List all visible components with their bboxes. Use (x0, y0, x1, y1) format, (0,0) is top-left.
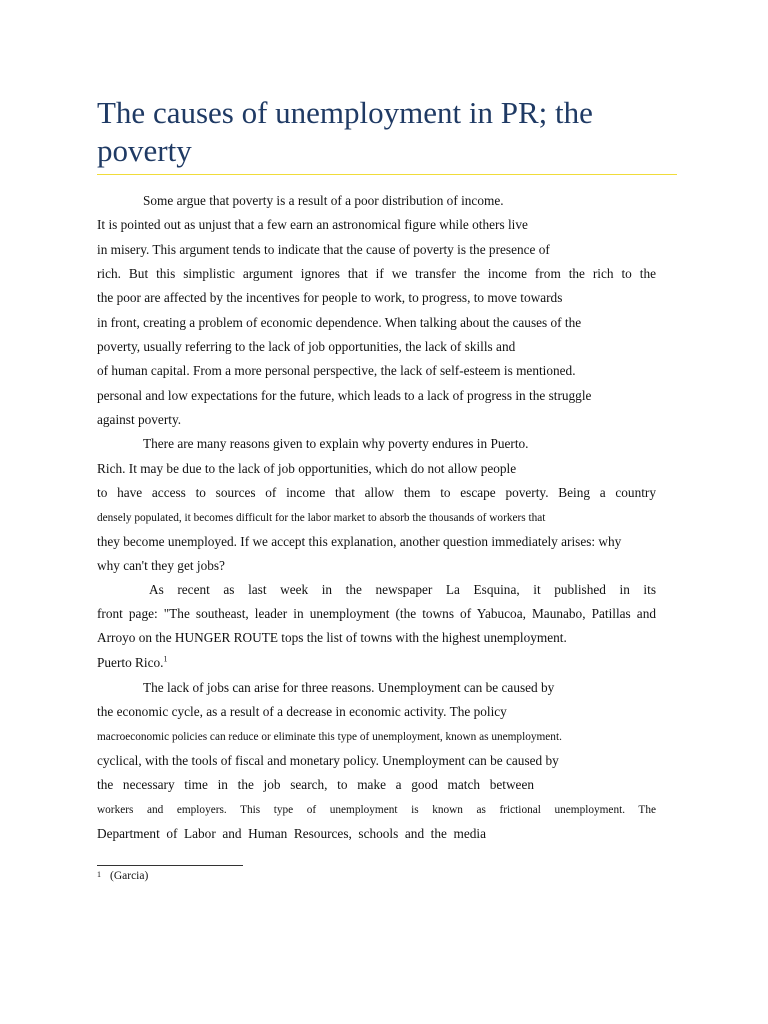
body-line: why can't they get jobs? (97, 558, 225, 573)
body-line: densely populated, it becomes difficult for the labor market to absorb the thousands of workers that (97, 512, 546, 524)
body-line: The lack of jobs can arise for three reasons. Unemployment can be caused by (143, 680, 555, 695)
document-title: The causes of unemployment in PR; the poverty (97, 95, 593, 168)
body-line: It is pointed out as unjust that a few earn an astronomical figure while others live (97, 217, 528, 232)
body-line: to have access to sources of income that allow them to escape poverty. Being a country (97, 485, 656, 500)
body-line: rich. But this simplistic argument ignores that if we transfer the income from the rich to the (97, 266, 656, 281)
body-line: As recent as last week in the newspaper La Esquina, it published in its (149, 582, 656, 597)
body-line: the poor are affected by the incentives for people to work, to progress, to move towards (97, 290, 563, 305)
body-line: in front, creating a problem of economic dependence. When talking about the causes of the (97, 315, 582, 330)
body-line: the necessary time in the job search, to make a good match between (97, 777, 534, 792)
body-line: cyclical, with the tools of fiscal and monetary policy. Unemployment can be caused by (97, 753, 559, 768)
body-line: Arroyo on the HUNGER ROUTE tops the list of towns with the highest unemployment. (97, 630, 567, 645)
body-line: Some argue that poverty is a result of a poor distribution of income. (143, 193, 504, 208)
body-line: There are many reasons given to explain why poverty endures in Puerto. (143, 436, 529, 451)
footnote-text: (Garcia) (110, 870, 149, 882)
footnote-number: 1 (97, 870, 101, 879)
body-line: macroeconomic policies can reduce or eliminate this type of unemployment, known as unemployment. (97, 731, 562, 743)
footnote-reference[interactable]: 1 (163, 654, 168, 664)
body-line: the economic cycle, as a result of a decrease in economic activity. The policy (97, 704, 507, 719)
body-line: Department of Labor and Human Resources, schools and the media (97, 826, 486, 841)
footnote-separator (97, 865, 243, 866)
body-line: workers and employers. This type of unemployment is known as frictional unemployment. The (97, 804, 656, 816)
body-line-text: Puerto Rico. (97, 655, 164, 670)
body-line: of human capital. From a more personal perspective, the lack of self-esteem is mentioned. (97, 363, 576, 378)
footnote (97, 870, 148, 882)
body-line: they become unemployed. If we accept this explanation, another question immediately arises: why (97, 534, 622, 549)
title-underline (97, 174, 677, 175)
body-line: poverty, usually referring to the lack of job opportunities, the lack of skills and (97, 339, 516, 354)
body-line: personal and low expectations for the future, which leads to a lack of progress in the struggle (97, 388, 592, 403)
body-line: in misery. This argument tends to indicate that the cause of poverty is the presence of (97, 242, 550, 257)
body-line: Rich. It may be due to the lack of job opportunities, which do not allow people (97, 461, 517, 476)
body-line-with-footnote (97, 655, 167, 671)
body-line: against poverty. (97, 412, 182, 427)
body-line: front page: "The southeast, leader in unemployment (the towns of Yabucoa, Maunabo, Patillas and (97, 606, 656, 621)
